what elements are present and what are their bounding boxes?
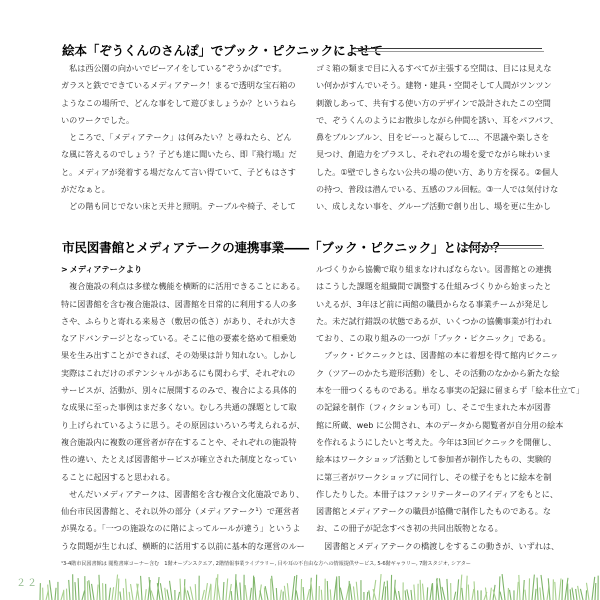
grass-blade (466, 576, 467, 600)
grass-blade (555, 582, 556, 600)
grass-blade (120, 592, 121, 600)
text-line: さや、ふらりと寄れる来易さ（敷居の低さ）があり、それが大き (61, 315, 297, 326)
grass-blade (245, 585, 247, 600)
grass-blade (126, 579, 127, 600)
grass-blade (535, 589, 536, 600)
text-line: ることに起因すると思われる。 (61, 471, 175, 482)
text-line: 図書館とメディアテークの職員が協働で制作したものである。な (316, 506, 551, 517)
grass-blade (48, 585, 49, 600)
grass-blade (303, 587, 304, 600)
text-line: お、この冊子が記念すべき初の共同出版物となる。 (316, 523, 503, 534)
grass-blade (295, 575, 297, 600)
grass-blade (170, 581, 172, 600)
grass-blade (490, 588, 491, 600)
grass-blade (439, 578, 442, 600)
grass-blade (118, 579, 119, 600)
grass-blade (97, 585, 98, 600)
text-line: 鼻をブルンブルン、目をピーっと凝らして…、不思議や楽しさを (316, 132, 550, 143)
grass-blade (411, 590, 412, 600)
grass-blade (284, 586, 286, 600)
grass-blade (586, 590, 587, 600)
text-line: ブック・ピクニックとは、図書館の本に着想を得て館内ピクニッ (316, 350, 559, 361)
grass-blade (367, 592, 368, 600)
grass-blade (205, 583, 207, 600)
text-line: 複合施設の利点は多様な機能を横断的に活用できることにある。 (61, 281, 305, 292)
grass-blade (562, 580, 563, 600)
grass-blade (92, 584, 94, 600)
grass-blade (457, 579, 459, 600)
grass-blade (307, 589, 310, 600)
grass-decoration (0, 570, 600, 600)
grass-blade (485, 588, 487, 600)
title-rule-thin (354, 51, 544, 52)
grass-blade (330, 589, 331, 600)
section-title-picnic-intro: 絵本「ぞうくんのさんぽ」でブック・ピクニックによせて (62, 43, 383, 58)
grass-blade (350, 584, 352, 600)
text-line: な風に答えるのでしょう？子ども達に聞いたら、即『飛行場』だ (61, 149, 297, 160)
triangle-marker-icon: > (61, 265, 68, 274)
grass-blade (280, 590, 281, 600)
text-line: を作れるようにしたいと考えた。今年は3回ピクニックを開催し、 (316, 436, 557, 447)
grass-blade (141, 576, 142, 600)
text-line: た。未だ試行錯誤の状態であるが、いくつかの協働事業が行われ (316, 315, 552, 326)
section2-left-column (61, 261, 305, 555)
grass-blade (500, 592, 502, 600)
text-line: した。①壁でしきらない公共の場の使い方、あり方を探る。②個人 (316, 166, 559, 177)
grass-blade (570, 589, 571, 600)
text-line: ガラスと鉄でできているメディアテーク！まるで透明な宝石箱の (61, 80, 296, 91)
grass-blade (208, 584, 211, 600)
grass-blade (576, 589, 577, 600)
page-number: ２２ (16, 578, 38, 589)
title-rule (462, 245, 542, 246)
grass-blade (510, 590, 511, 600)
grass-blade (595, 583, 596, 600)
grass-blade (356, 582, 358, 600)
grass-blade (195, 584, 196, 600)
grass-blade (580, 589, 583, 600)
grass-blade (82, 591, 85, 600)
grass-blade (353, 586, 355, 600)
grass-blade (187, 591, 190, 600)
grass-blade (578, 586, 580, 600)
text-line: いのワークでした。 (61, 114, 135, 125)
grass-blade (235, 574, 236, 600)
grass-blade (265, 586, 268, 600)
grass-blade (250, 588, 251, 600)
text-line: 複合施設内に複数の運営者が存在することや、それぞれの施設特 (61, 436, 297, 447)
section1-right-column (316, 60, 559, 216)
text-line: の持つ、普段は潜んでいる、五感のフル回転。③一人では気付けな (316, 184, 559, 195)
text-line: 絵本はワークショップ活動として参加者が制作したもの、実験的 (316, 454, 552, 465)
grass-blade (55, 588, 56, 600)
text-line: いえるが、3年ほど前に両館の職員からなる事業チームが発足し (316, 298, 549, 309)
text-line: ようなこの場所で、どんな事をして遊びましょうか？というねら (61, 97, 297, 108)
grass-blade (447, 579, 448, 600)
text-line: 刺激しあって、共有する使い方のデザインで設計されたこの空間 (316, 97, 551, 108)
grass-blade (165, 588, 166, 600)
grass-blade (310, 578, 311, 600)
text-line: り上げられているように思う。その原因はいろいろ考えられるが、 (61, 419, 305, 430)
grass-blade (160, 583, 163, 600)
text-line: ルづくりから協働で取り組まなければならない。図書館との連携 (316, 264, 552, 274)
footnote: ¹3-4階市民図書館は 閲覧書庫コーナー含む 1階オープンスクエア, 2階情報事業ライブラリー, 目や耳の不自由な方への情報提供サービス, 5-6階ギャラリー, 7階スタジオ, シアター (61, 561, 471, 567)
text-line: 果を生み出すことができれば、その効果は計り知れない。しかし (61, 350, 297, 361)
grass-blade (592, 577, 595, 600)
text-line: 作したりした。本冊子はファシリテーターのアイディアをもとに、 (316, 488, 559, 499)
grass-blade (346, 586, 349, 600)
grass-blade (442, 587, 445, 600)
grass-blade (99, 575, 100, 600)
grass-blade (276, 588, 277, 600)
grass-blade (109, 588, 110, 600)
title-rule-thin (462, 248, 544, 249)
grass-blade (540, 588, 541, 600)
grass-blade (340, 588, 343, 600)
text-line: ゴミ箱の類まで目に入るすべてが主張する空間は、目には見えな (316, 63, 552, 73)
grass-blade (184, 586, 187, 600)
grass-blade (231, 591, 232, 600)
grass-blade (382, 582, 384, 600)
text-line: 館に所蔵、web に公開され、本のデータから閲覧者が自分用の絵本 (316, 419, 564, 430)
text-line: で、ぞうくんのようにお散歩しながら仲間を誘い、耳をパフパフ、 (316, 114, 559, 125)
section-title-collaboration: 市民図書館とメディアテークの連携事業――「ブック・ピクニック」とは何か？ (62, 240, 506, 255)
grass-blade (430, 584, 432, 600)
grass-blade (226, 578, 228, 600)
text-line: 私は西公園の向かいでピーアイをしている“ぞうかば”です。 (61, 63, 287, 73)
grass-blade (301, 579, 302, 600)
grass-blade (327, 581, 328, 600)
grass-blade (223, 582, 224, 600)
text-line: 見つけ、創造力をプラスし、それぞれの場を愛でながら味わいま (316, 149, 552, 160)
grass-blade (414, 585, 415, 600)
text-line: 実際はこれだけのポテンシャルがあるにも関わらず、それぞれの (61, 367, 296, 378)
grass-blade (423, 584, 424, 600)
grass-blade (87, 581, 88, 600)
text-line: 仙台市民図書館と、それ以外の部分（メディアテーク¹）で運営者 (61, 506, 300, 517)
text-line: の記録を制作（フィクションも可）し、そこで生まれた本が図書 (316, 402, 551, 413)
grass-blade (151, 591, 154, 600)
grass-blade (217, 584, 220, 600)
grass-blade (214, 578, 216, 600)
grass-blade (131, 584, 133, 600)
grass-blade (240, 583, 241, 600)
grass-blade (167, 590, 169, 600)
grass-blade (385, 586, 386, 600)
text-line: なアドバンテージとなっている。そこに他の要素を絡めて相乗効 (61, 333, 297, 344)
grass-blade (49, 580, 52, 600)
text-line: 本を一冊つくるものである。単なる事実の記録に留まらず「絵本仕立て」 (316, 385, 585, 396)
grass-blade (519, 575, 520, 600)
grass-blade (572, 588, 574, 600)
grass-blade (69, 580, 70, 600)
grass-blade (369, 590, 370, 600)
grass-blade (525, 590, 526, 600)
section2-right-column (316, 261, 585, 555)
grass-blade (129, 592, 130, 600)
text-line: がだなぁと。 (61, 184, 110, 195)
grass-blade (89, 580, 91, 600)
text-line: ク（ツアーのかたち遊形活動）をし、その活動のなかから新たな絵 (316, 367, 560, 378)
grass-blade (202, 590, 204, 600)
grass-blade (532, 575, 534, 600)
text-line: ており、この取り組みの一つが「ブック・ピクニック」である。 (316, 333, 551, 344)
text-line: な成果に至った事例はまだ多くない。むしろ共通の課題として取 (61, 402, 297, 413)
text-line: サービスが、活動が、別々に展開するのみで、複合による具体的 (61, 385, 297, 396)
grass-blade (523, 580, 524, 600)
grass-blade (180, 579, 181, 600)
grass-blade (387, 581, 388, 600)
grass-blade (541, 575, 544, 600)
grass-blade (178, 592, 180, 600)
text-line: と。メディアが発着する場だなんて言い得ていて、子どもはさす (61, 166, 296, 177)
grass-blade (407, 589, 409, 600)
text-line: せんだいメディアテークは、図書館を含む複合文化施設であり、 (61, 488, 305, 499)
grass-blade (123, 588, 124, 600)
grass-blade (462, 588, 463, 600)
grass-blade (454, 592, 456, 600)
grass-blade (391, 575, 392, 600)
text-line: 図書館とメディアテークの橋渡しをするこの動きが、いずれは、 (316, 540, 560, 551)
grass-blade (379, 574, 381, 600)
grass-blade (399, 591, 400, 600)
grass-blade (253, 576, 254, 600)
grass-blade (75, 582, 76, 600)
grass-blade (292, 576, 295, 600)
grass-blade (334, 578, 337, 600)
grass-blade (537, 578, 538, 600)
text-line: はこうした課題を組織間で調整する仕組みづくりから始まったと (316, 281, 552, 292)
grass-blade (272, 576, 274, 600)
grass-blade (420, 580, 421, 600)
title-rule (354, 48, 542, 49)
grass-blade (236, 580, 238, 600)
grass-blade (395, 588, 397, 600)
grass-blade (517, 582, 518, 600)
subheading-label: メディアテークより (69, 264, 143, 274)
grass-blade (115, 575, 118, 600)
grass-blade (499, 576, 500, 600)
grass-blade (264, 587, 265, 600)
section1-left-column (61, 60, 301, 216)
grass-blade (296, 590, 298, 600)
grass-blade (472, 589, 474, 600)
grass-blade (427, 587, 428, 600)
subheading (61, 261, 301, 278)
text-line: が異なる。「一つの施設なのに階によってルールが違う」というよ (61, 523, 301, 534)
grass-blade (502, 574, 505, 600)
grass-blade (145, 589, 146, 600)
grass-blade (190, 587, 193, 600)
grass-blade (468, 585, 469, 600)
text-line: い何かがすんでいそう。建物・建具・空間そして人間がツンツン (316, 80, 552, 91)
text-line: うな問題が生じれば、横断的に活用する以前に基本的な運営のルー (61, 540, 305, 551)
grass-blade (559, 578, 561, 600)
grass-blade (112, 587, 114, 600)
grass-blade (78, 578, 79, 600)
grass-blade (254, 577, 256, 600)
text-line: 性の違い、たとえば図書館サービスが確立された制度となってい (61, 454, 297, 465)
text-line: い、成しえない事を、グループ活動で創り出し、場を更に生かし (316, 201, 551, 212)
grass-blade (311, 581, 313, 600)
grass-blade (474, 581, 475, 600)
grass-blade (405, 590, 406, 600)
text-line: 特に図書館を含む複合施設は、図書館を日常的に利用する人の多 (61, 298, 297, 309)
text-line: ところで、「メディアテーク」は何みたい？と尋ねたら、どん (61, 132, 292, 143)
grass-blade (460, 575, 462, 600)
grass-blade (316, 575, 317, 600)
text-line: に第三者がワークショップに同行し、その様子をもとに絵本を制 (316, 471, 552, 482)
text-line: どの階も同じでない床と天井と照明。テーブルや椅子、そして (61, 201, 296, 212)
grass-blade (321, 590, 322, 600)
grass-blade (287, 583, 289, 600)
